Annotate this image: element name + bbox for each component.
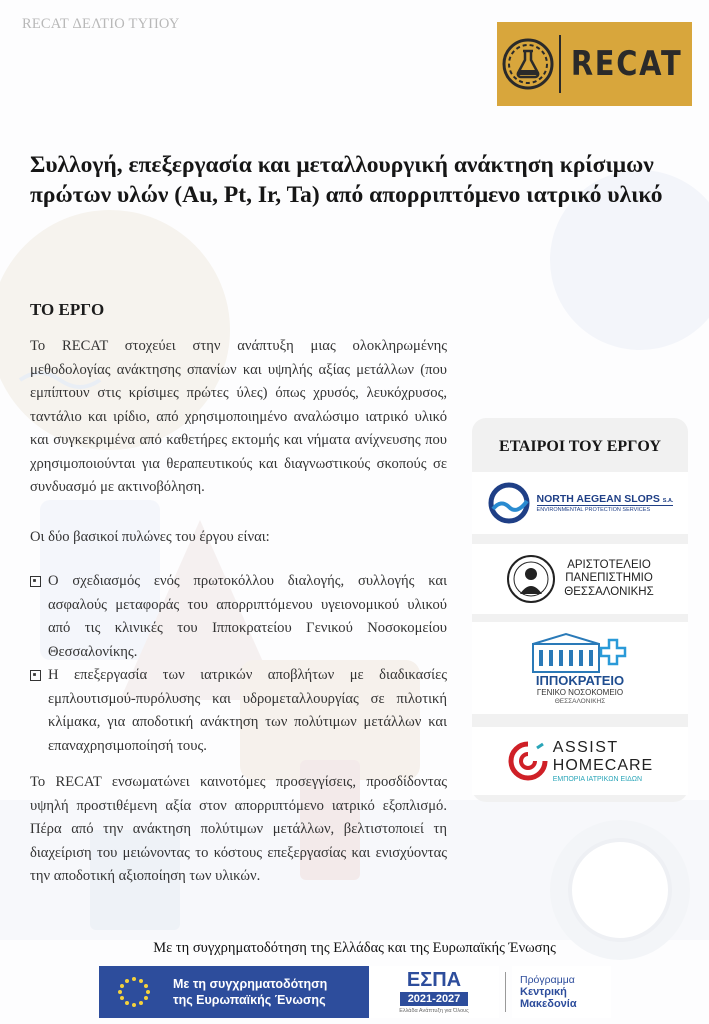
partners-heading: ΕΤΑΙΡΟΙ ΤΟΥ ΕΡΓΟΥ xyxy=(499,438,661,455)
recat-logo xyxy=(497,22,692,106)
eu-text-line-2: της Ευρωπαϊκής Ένωσης xyxy=(173,993,326,1007)
checkbox-bullet-icon xyxy=(30,576,41,587)
partner-logo-north-aegean-slops xyxy=(472,472,688,534)
espa-slogan: Ελλάδα Ανάπτυξη για Όλους xyxy=(399,1008,469,1014)
closing-paragraph: Το RECAT ενσωματώνει καινοτόμες προσεγγίσεις, προσδίδοντας υψηλή προστιθέμενη αξία στον απορριπτόμενο ιατρικό εξοπλισμό. Πέρα από την ανάκτηση πολύτιμων μετάλλων, βελτιστοποιεί τη διαχείριση του μειώνοντας το κόστους επεξεργασίας και ενισχύοντας την αποδοτική αξιοποίηση των υλικών. xyxy=(30,774,447,884)
eu-cofunding-block xyxy=(99,966,369,1018)
assist-line-1: ASSIST xyxy=(552,738,619,756)
hospital-building-icon xyxy=(525,630,635,674)
pillars-list xyxy=(30,570,447,758)
flask-icon xyxy=(497,22,559,106)
pillar-text: Ο σχεδιασμός ενός πρωτοκόλλου διαλογής, συλλογής και ασφαλούς μεταφοράς του απορριπτόμενου υγειονομικού υλικού από τις κλινικές του Ιπποκρατείου Γενικού Νοσοκομείου Θεσσαλονίκης. xyxy=(48,573,447,660)
funding-banner xyxy=(99,966,611,1018)
hippokrateio-name: ΙΠΠΟΚΡΑΤΕΙΟ xyxy=(535,673,625,688)
auth-line-3: ΘΕΣΣΑΛΟΝΙΚΗΣ xyxy=(564,585,654,598)
logo-divider xyxy=(559,35,561,93)
section-heading-project: ΤΟ ΕΡΓΟ xyxy=(30,300,105,319)
north-aegean-name: NORTH AEGEAN SLOPS xyxy=(536,493,660,505)
project-intro-paragraph: Το RECAT στοχεύει στην ανάπτυξη μιας ολοκληρωμένης μεθοδολογίας ανάκτησης σπανίων και υψηλής αξίας μετάλλων (που εμπίπτουν στις κρίσιμες πρώτες ύλες) όπως χρυσός, λευκόχρυσος, ταντάλιο και ιρίδιο, από χρησιμοποιημένο αναλώσιμο ιατρικό υλικό και συγκεκριμένα από καθετήρες εκτομής και νήματα ανίχνευσης που χρησιμοποιούνται για θεραπευτικούς και διαγνωστικούς σκοπούς σε συνδυασμό με ακτινοβόληση. xyxy=(30,338,447,495)
espa-word: ΕΣΠΑ xyxy=(406,969,462,991)
pillars-intro: Οι δύο βασικοί πυλώνες του έργου είναι: xyxy=(30,529,270,545)
program-line-2: Κεντρική Μακεδονία xyxy=(520,986,577,1010)
eu-flag-icon xyxy=(101,969,167,1015)
document-label: RECAT ΔΕΛΤΙΟ ΤΥΠΟΥ xyxy=(22,16,180,32)
checkbox-bullet-icon xyxy=(30,670,41,681)
partner-logo-auth xyxy=(472,544,688,614)
wave-icon xyxy=(487,481,531,525)
page-title: Συλλογή, επεξεργασία και μεταλλουργική ανάκτηση κρίσιμων πρώτων υλών (Au, Pt, Ir, Ta) από απορριπτόμενο ιατρικό υλικό xyxy=(30,152,663,208)
list-item xyxy=(30,664,447,758)
auth-line-2: ΠΑΝΕΠΙΣΤΗΜΙΟ xyxy=(565,572,653,585)
university-seal-icon xyxy=(506,554,556,604)
north-aegean-suffix: S.A. xyxy=(662,498,674,504)
partner-logo-assist-homecare xyxy=(472,727,688,795)
auth-line-1: ΑΡΙΣΤΟΤΕΛΕΙΟ xyxy=(567,558,651,571)
espa-years: 2021-2027 xyxy=(400,992,469,1006)
hippokrateio-line-3: ΘΕΣΣΑΛΟΝΙΚΗΣ xyxy=(554,698,606,705)
espa-logo xyxy=(369,966,499,1018)
partner-logo-hippokrateio xyxy=(472,622,688,714)
cofunding-statement: Με τη συγχρηματοδότηση της Ελλάδας και της Ευρωπαϊκής Ένωσης xyxy=(153,940,556,956)
assist-line-2: HOMECARE xyxy=(552,756,654,774)
hippokrateio-line-2: ΓΕΝΙΚΟ ΝΟΣΟΚΟΜΕΙΟ xyxy=(536,688,624,697)
banner-divider xyxy=(505,972,506,1012)
logo-wordmark: RECAT xyxy=(570,44,683,84)
program-line-1: Πρόγραμμα xyxy=(520,974,575,986)
heart-ring-icon xyxy=(507,740,549,782)
pillar-text: Η επεξεργασία των ιατρικών αποβλήτων με διαδικασίες εμπλουτισμού-πυρόλυσης και υδρομεταλλουργίας σε πιλοτική κλίμακα, για αποδοτική ανάκτηση των πολύτιμων μετάλλων και επαναχρησιμοποίησή τους. xyxy=(48,667,447,754)
assist-tagline: ΕΜΠΟΡΙΑ ΙΑΤΡΙΚΩΝ ΕΙΔΩΝ xyxy=(552,775,643,783)
program-block xyxy=(512,966,611,1018)
north-aegean-tagline: ENVIRONMENTAL PROTECTION SERVICES xyxy=(537,505,674,513)
eu-text-line-1: Με τη συγχρηματοδότηση xyxy=(173,977,328,991)
list-item xyxy=(30,570,447,664)
